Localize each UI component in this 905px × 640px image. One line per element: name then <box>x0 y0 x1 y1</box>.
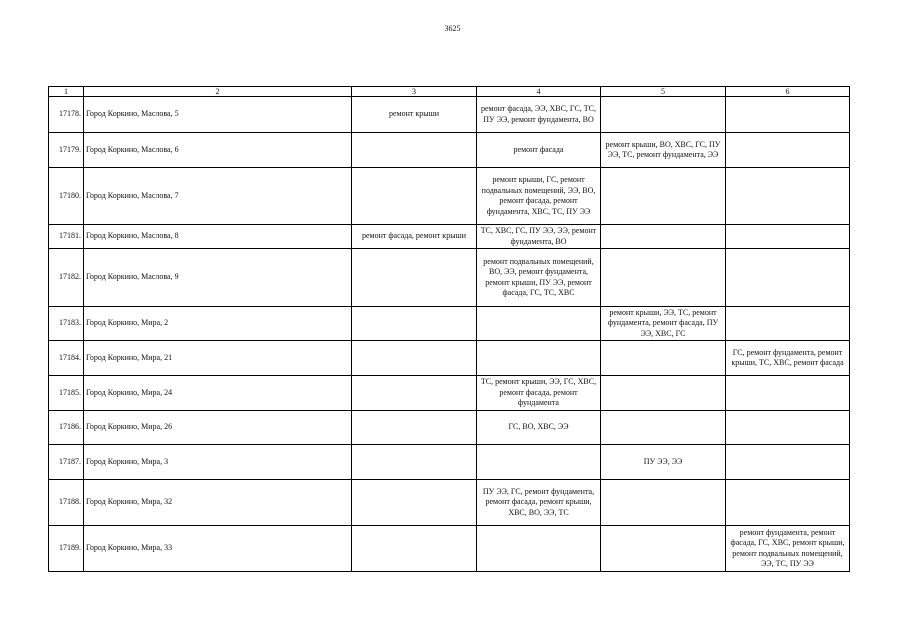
works-cell-col5: ПУ ЭЭ, ЭЭ <box>601 445 726 480</box>
page-number: 3625 <box>444 24 461 33</box>
works-cell-col5 <box>601 249 726 307</box>
works-cell-col4: ремонт подвальных помещений, ВО, ЭЭ, ремонт фундамента, ремонт крыши, ПУ ЭЭ, ремонт фасада, ГС, ТС, ХВС <box>477 249 601 307</box>
works-cell-col4: ТС, ремонт крыши, ЭЭ, ГС, ХВС, ремонт фасада, ремонт фундамента <box>477 376 601 411</box>
table-row <box>49 341 850 376</box>
table-row <box>49 445 850 480</box>
works-cell-col4 <box>477 341 601 376</box>
table-row <box>49 168 850 225</box>
works-cell-col3 <box>352 249 477 307</box>
column-header: 3 <box>352 87 477 97</box>
works-cell-col4: ГС, ВО, ХВС, ЭЭ <box>477 411 601 445</box>
table-row <box>49 376 850 411</box>
works-cell-col6: ГС, ремонт фундамента, ремонт крыши, ТС, ХВС, ремонт фасада <box>726 341 850 376</box>
works-cell-col5 <box>601 376 726 411</box>
works-cell-col5: ремонт крыши, ЭЭ, ТС, ремонт фундамента, ремонт фасада, ПУ ЭЭ, ХВС, ГС <box>601 307 726 341</box>
register-table <box>48 86 850 572</box>
table-row <box>49 307 850 341</box>
table-row <box>49 480 850 526</box>
row-number: 17182. <box>49 249 84 307</box>
works-cell-col6 <box>726 225 850 249</box>
row-number: 17184. <box>49 341 84 376</box>
address-cell: Город Коркино, Мира, 32 <box>84 480 352 526</box>
works-cell-col4: ремонт крыши, ГС, ремонт подвальных помещений, ЭЭ, ВО, ремонт фасада, ремонт фундамента, ХВС, ТС, ПУ ЭЭ <box>477 168 601 225</box>
column-header: 4 <box>477 87 601 97</box>
address-cell: Город Коркино, Мира, 24 <box>84 376 352 411</box>
works-cell-col5 <box>601 97 726 133</box>
works-cell-col3 <box>352 341 477 376</box>
works-cell-col3 <box>352 480 477 526</box>
row-number: 17183. <box>49 307 84 341</box>
column-header: 1 <box>49 87 84 97</box>
row-number: 17178. <box>49 97 84 133</box>
row-number: 17186. <box>49 411 84 445</box>
works-cell-col3: ремонт крыши <box>352 97 477 133</box>
table-row <box>49 526 850 572</box>
address-cell: Город Коркино, Мира, 2 <box>84 307 352 341</box>
works-cell-col3 <box>352 376 477 411</box>
works-cell-col3 <box>352 168 477 225</box>
column-header: 5 <box>601 87 726 97</box>
address-cell: Город Коркино, Маслова, 9 <box>84 249 352 307</box>
works-cell-col4 <box>477 526 601 572</box>
address-cell: Город Коркино, Маслова, 5 <box>84 97 352 133</box>
row-number: 17188. <box>49 480 84 526</box>
column-header: 6 <box>726 87 850 97</box>
table-row <box>49 133 850 168</box>
works-cell-col5 <box>601 526 726 572</box>
table-row <box>49 249 850 307</box>
works-cell-col5: ремонт крыши, ВО, ХВС, ГС, ПУ ЭЭ, ТС, ремонт фундамента, ЭЭ <box>601 133 726 168</box>
works-cell-col3 <box>352 526 477 572</box>
works-cell-col3 <box>352 133 477 168</box>
works-cell-col6 <box>726 133 850 168</box>
works-cell-col5 <box>601 168 726 225</box>
works-cell-col4 <box>477 445 601 480</box>
works-cell-col6 <box>726 411 850 445</box>
address-cell: Город Коркино, Мира, 3 <box>84 445 352 480</box>
works-cell-col5 <box>601 411 726 445</box>
row-number: 17181. <box>49 225 84 249</box>
works-cell-col4: ПУ ЭЭ, ГС, ремонт фундамента, ремонт фасада, ремонт крыши, ХВС, ВО, ЭЭ, ТС <box>477 480 601 526</box>
row-number: 17185. <box>49 376 84 411</box>
works-cell-col6: ремонт фундамента, ремонт фасада, ГС, ХВС, ремонт крыши, ремонт подвальных помещений, ЭЭ, ТС, ПУ ЭЭ <box>726 526 850 572</box>
works-cell-col6 <box>726 480 850 526</box>
works-cell-col6 <box>726 445 850 480</box>
works-cell-col5 <box>601 480 726 526</box>
row-number: 17187. <box>49 445 84 480</box>
works-cell-col4 <box>477 307 601 341</box>
address-cell: Город Коркино, Мира, 21 <box>84 341 352 376</box>
works-cell-col3 <box>352 411 477 445</box>
row-number: 17179. <box>49 133 84 168</box>
works-cell-col5 <box>601 341 726 376</box>
table-row <box>49 225 850 249</box>
address-cell: Город Коркино, Маслова, 6 <box>84 133 352 168</box>
works-cell-col6 <box>726 249 850 307</box>
header-row <box>49 87 850 97</box>
works-cell-col3 <box>352 307 477 341</box>
table-row <box>49 97 850 133</box>
works-cell-col6 <box>726 376 850 411</box>
works-cell-col3: ремонт фасада, ремонт крыши <box>352 225 477 249</box>
works-cell-col6 <box>726 307 850 341</box>
works-cell-col4: ремонт фасада, ЭЭ, ХВС, ГС, ТС, ПУ ЭЭ, ремонт фундамента, ВО <box>477 97 601 133</box>
works-cell-col6 <box>726 97 850 133</box>
works-cell-col4: ТС, ХВС, ГС, ПУ ЭЭ, ЭЭ, ремонт фундамента, ВО <box>477 225 601 249</box>
address-cell: Город Коркино, Маслова, 8 <box>84 225 352 249</box>
row-number: 17189. <box>49 526 84 572</box>
table-row <box>49 411 850 445</box>
works-cell-col5 <box>601 225 726 249</box>
address-cell: Город Коркино, Маслова, 7 <box>84 168 352 225</box>
column-header: 2 <box>84 87 352 97</box>
works-cell-col4: ремонт фасада <box>477 133 601 168</box>
works-cell-col3 <box>352 445 477 480</box>
address-cell: Город Коркино, Мира, 26 <box>84 411 352 445</box>
address-cell: Город Коркино, Мира, 33 <box>84 526 352 572</box>
row-number: 17180. <box>49 168 84 225</box>
works-cell-col6 <box>726 168 850 225</box>
